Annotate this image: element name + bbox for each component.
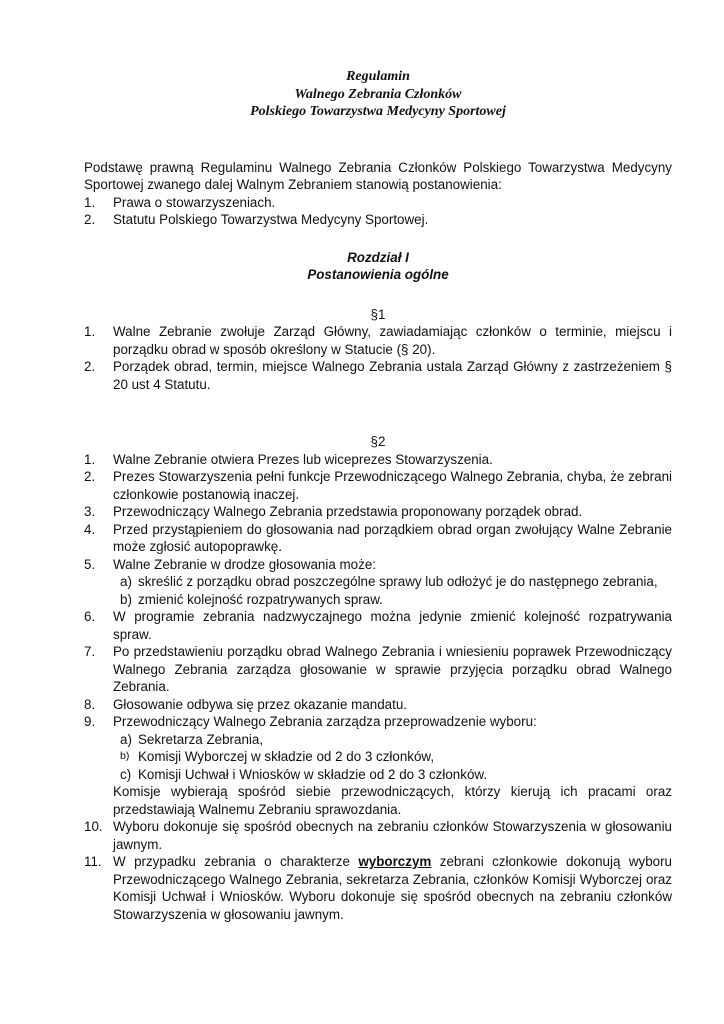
sub-item-letter: b): [120, 591, 132, 607]
list-item: [84, 521, 672, 556]
list-item: [84, 643, 672, 696]
list-number: 2.: [84, 469, 96, 484]
list-item: [84, 818, 672, 853]
title-line-3: Polskiego Towarzystwa Medycyny Sportowej: [250, 104, 506, 119]
list-text: Statutu Polskiego Towarzystwa Medycyny Sportowej.: [113, 212, 429, 227]
list-number: 3.: [84, 504, 96, 519]
list-item: [84, 713, 672, 731]
list-number: 1.: [84, 194, 96, 210]
list-item: [84, 503, 672, 521]
list-number: 8.: [84, 696, 96, 712]
list-text: Walne Zebranie w drodze głosowania może:: [113, 556, 376, 572]
list-item: [84, 468, 672, 503]
list-number: 7.: [84, 644, 96, 659]
title-line-1: Regulamin: [346, 69, 410, 84]
title-line-2: Walnego Zebrania Członków: [294, 86, 462, 102]
list-item: [84, 451, 672, 469]
list-text: Porządek obrad, termin, miejsce Walnego Zebrania ustala Zarząd Główny z zastrzeżeniem § 20 ust 4 Statutu.: [113, 359, 672, 392]
list-text: Walne Zebranie otwiera Prezes lub wiceprezes Stowarzyszenia.: [113, 451, 493, 467]
list-item: [84, 608, 672, 643]
chapter-number: Rozdział I: [347, 249, 409, 265]
list-number: 2.: [84, 359, 96, 374]
sub-item-text: Komisji Uchwał i Wniosków w składzie od 2 do 3 członków.: [138, 766, 488, 782]
list-text: Walne Zebranie zwołuje Zarząd Główny, zawiadamiając członków o terminie, miejscu i porządku obrad w sposób określony w Statucie (§ 20).: [113, 324, 672, 357]
commissions-note: Komisje wybierają spośród siebie przewodniczących, którzy kierują ich pracami oraz przedstawiają Walnemu Zebraniu sprawozdania.: [113, 784, 672, 817]
list-number: 5.: [84, 556, 96, 572]
sub-item-text: Komisji Wyborczej w składzie od 2 do 3 członków,: [138, 749, 435, 764]
list-item: [84, 323, 672, 358]
sub-item-letter: a): [120, 574, 132, 589]
list-number: 11.: [84, 854, 102, 869]
sub-item: [120, 591, 672, 609]
list-text: Przewodniczący Walnego Zebrania przedstawia proponowany porządek obrad.: [113, 504, 583, 519]
sub-item-letter: b): [120, 750, 130, 762]
list-number: 9.: [84, 714, 96, 729]
section-2-list: [84, 451, 672, 924]
list-text: Przed przystąpieniem do głosowania nad porządkiem obrad organ zwołujący Walne Zebranie może zgłosić autopoprawkę.: [113, 521, 672, 554]
list-item: [84, 853, 672, 923]
sub-item-text: Sekretarza Zebrania,: [138, 731, 264, 747]
list-text: Prezes Stowarzyszenia pełni funkcje Przewodniczącego Walnego Zebrania, chyba, że zebrani członkowie postanowią inaczej.: [113, 469, 672, 502]
section-2-heading: §2: [370, 434, 386, 449]
emphasized-word: wyborczym: [358, 854, 432, 869]
list-text: Wyboru dokonuje się spośród obecnych na zebraniu członków Stowarzyszenia w głosowaniu jawnym.: [113, 819, 672, 852]
section-1-heading: §1: [370, 306, 386, 322]
sub-item: [120, 766, 672, 784]
sub-item-letter: c): [120, 766, 132, 782]
document-page: [84, 68, 672, 923]
list-number: 1.: [84, 324, 96, 339]
list-number: 6.: [84, 609, 96, 624]
list-text-part: W przypadku zebrania o charakterze: [113, 854, 359, 869]
document-title: [84, 68, 672, 121]
list-item: [84, 556, 672, 574]
list-item: [84, 211, 672, 229]
intro-list: [84, 194, 672, 229]
list-text: [113, 853, 672, 923]
sub-item: [120, 748, 672, 766]
sub-item-text: skreślić z porządku obrad poszczególne sprawy lub odłożyć je do następnego zebrania,: [138, 574, 658, 589]
list-item: [84, 194, 672, 212]
sub-item: [120, 573, 672, 591]
list-number: 2.: [84, 212, 96, 227]
sub-item: [120, 731, 672, 749]
list-number: 1.: [84, 451, 96, 467]
list-text: Prawa o stowarzyszeniach.: [113, 194, 276, 210]
sub-item-letter: a): [120, 731, 132, 747]
list-item: [84, 358, 672, 393]
intro-paragraph: Podstawę prawną Regulaminu Walnego Zebrania Członków Polskiego Towarzystwa Medycyny Sportowej zwanego dalej Walnym Zebraniem stanowią postanowienia:: [84, 159, 672, 192]
list-text: Przewodniczący Walnego Zebrania zarządza przeprowadzenie wyboru:: [113, 714, 537, 729]
list-number: 10.: [84, 819, 103, 834]
list-number: 4.: [84, 521, 96, 537]
list-text: Głosowanie odbywa się przez okazanie mandatu.: [113, 696, 408, 712]
section-1-list: [84, 323, 672, 393]
list-text: W programie zebrania nadzwyczajnego można jedynie zmienić kolejność rozpatrywania spraw.: [113, 609, 672, 642]
sub-item-text: zmienić kolejność rozpatrywanych spraw.: [138, 591, 383, 607]
chapter-title: Postanowienia ogólne: [307, 267, 449, 282]
chapter-heading: [84, 249, 672, 284]
list-text: Po przedstawieniu porządku obrad Walnego Zebrania i wniesieniu poprawek Przewodniczący Walnego Zebrania zarządza głosowanie w sprawie przyjęcia porządku obrad Walnego Zebrania.: [113, 644, 672, 694]
list-text-part: zebrani członkowie dokonują wyboru Przewodniczącego Walnego Zebrania, sekretarza Zebrania, członków Komisji Wyborczej oraz Komisji Uchwał i Wniosków. Wyboru dokonuje się spośród obecnych na zebraniu członków Stowarzyszenia w głosowaniu jawnym.: [113, 854, 672, 922]
list-item: [84, 696, 672, 714]
